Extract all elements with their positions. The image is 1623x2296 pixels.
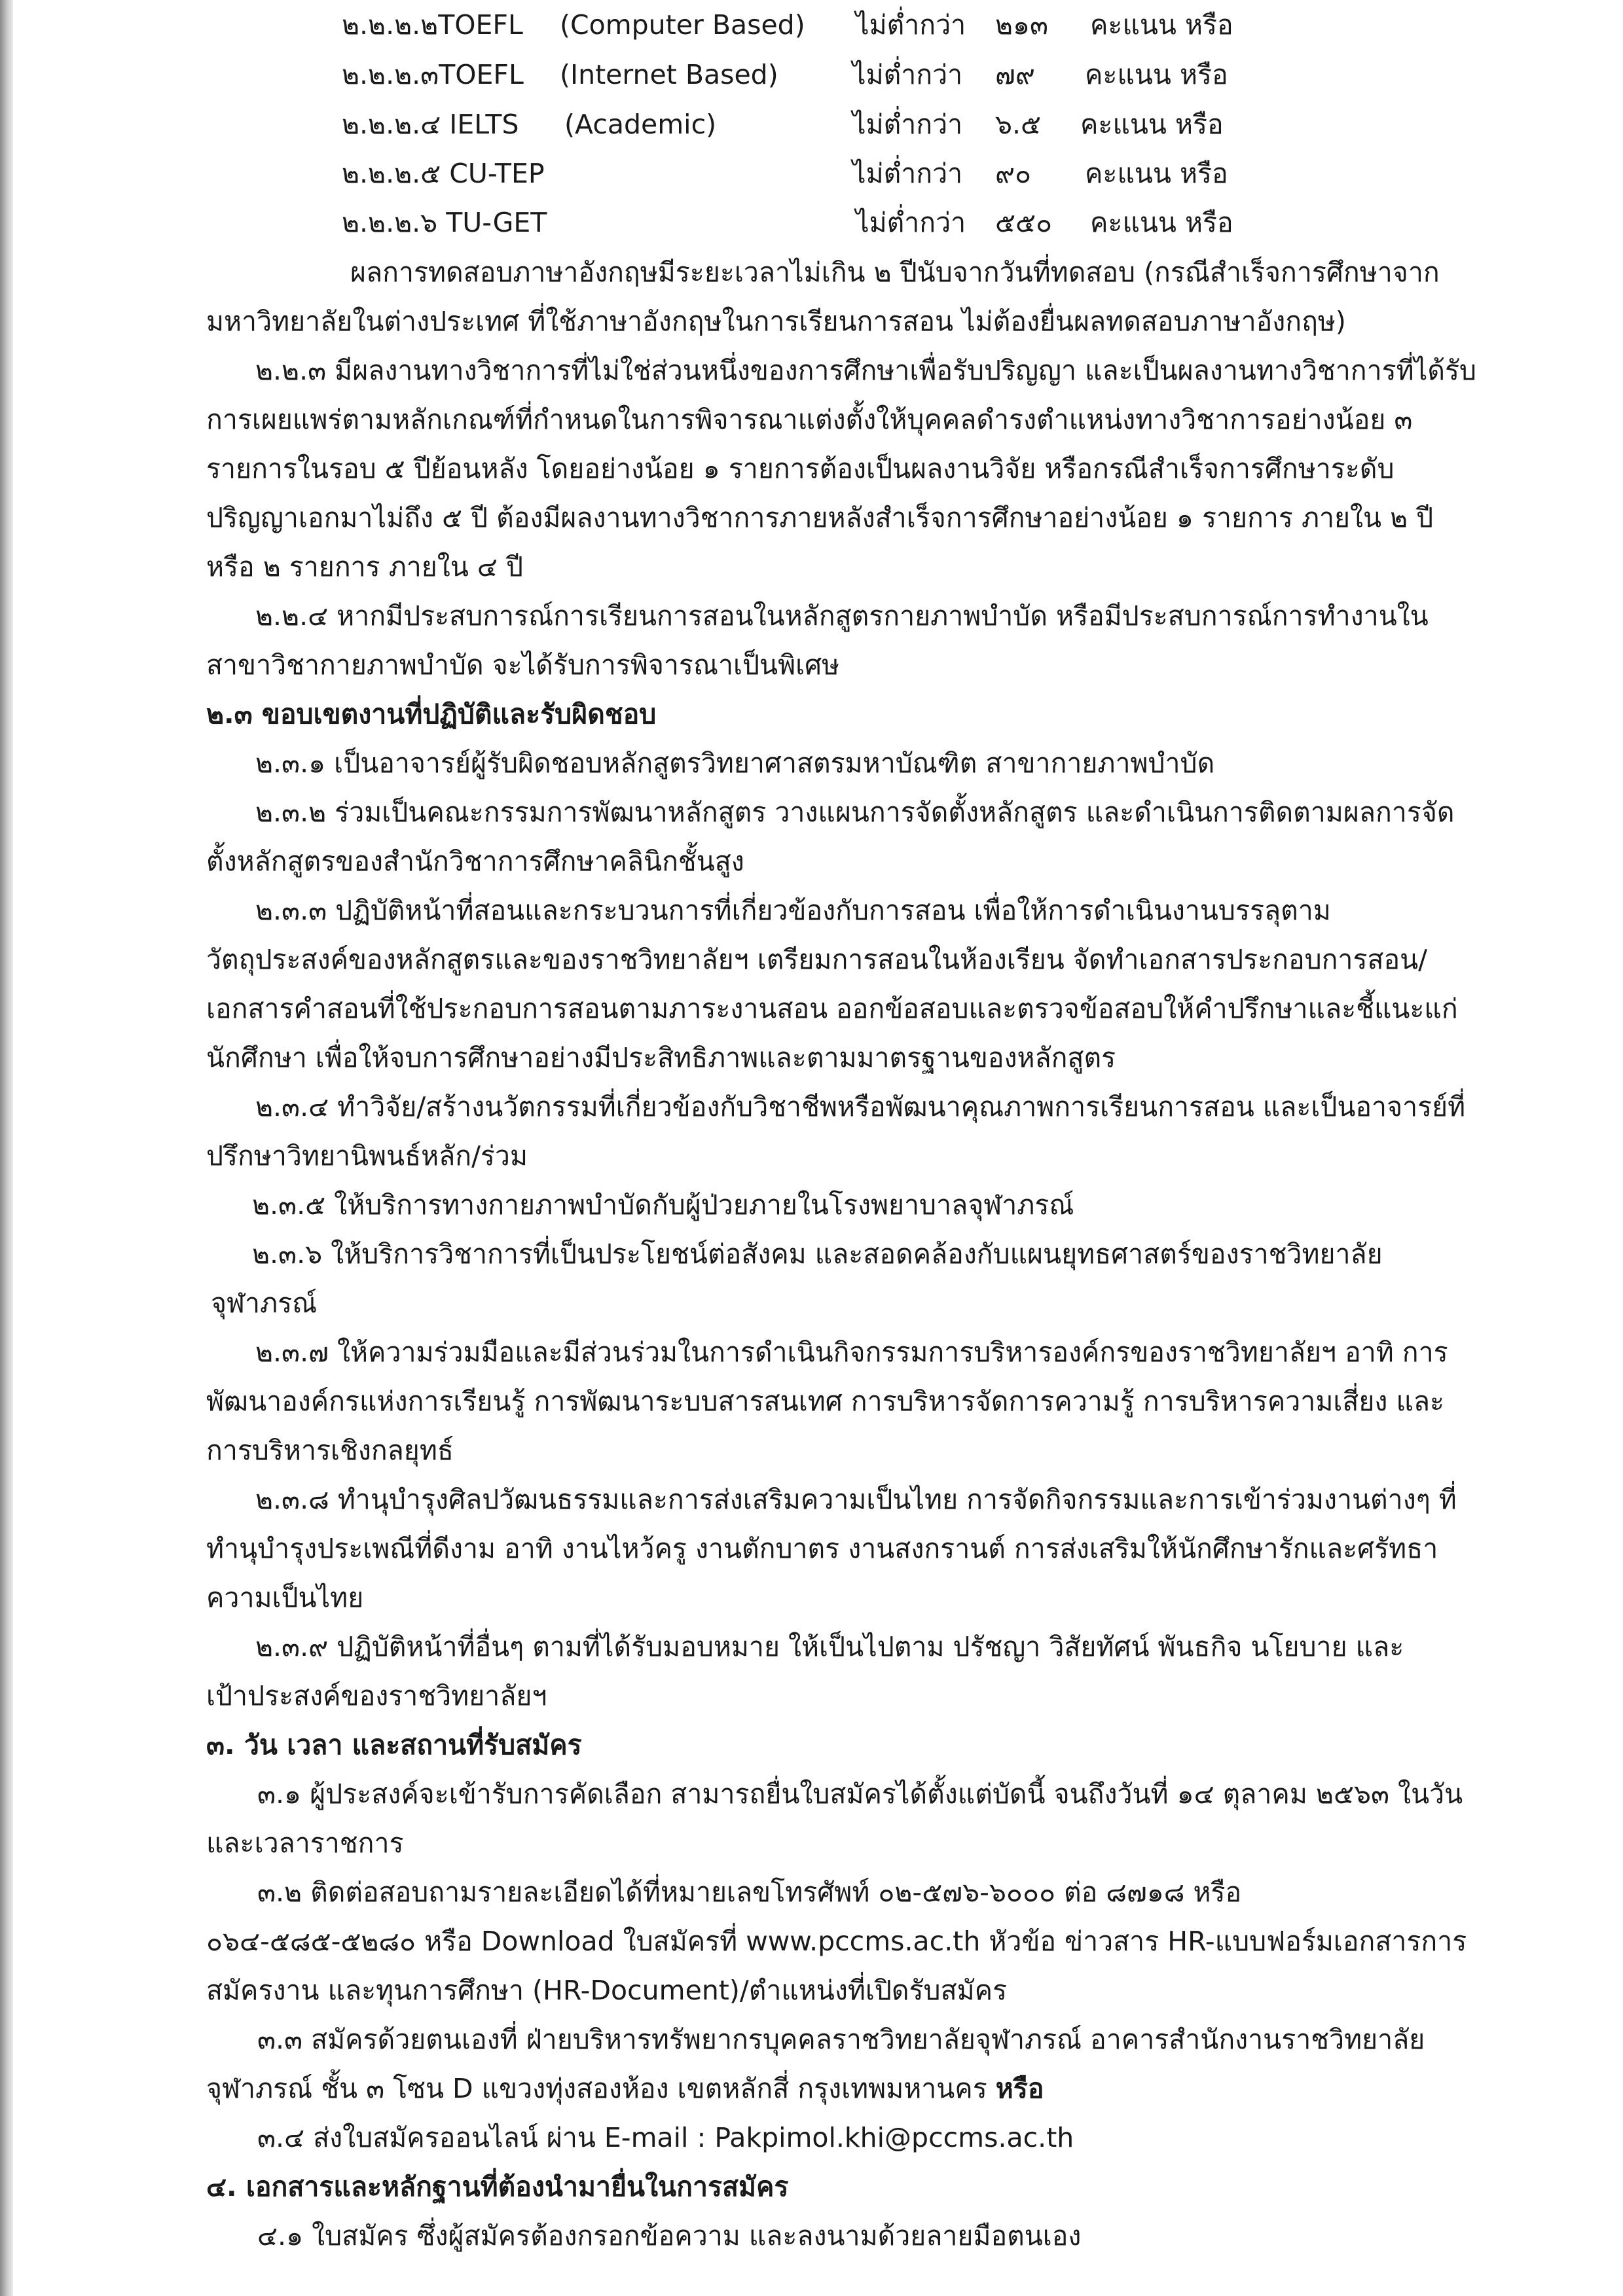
score-row xyxy=(0,7,1623,43)
paragraph-line: และเวลาราชการ xyxy=(206,1827,404,1859)
paragraph-line: การบริหารเชิงกลยุทธ์ xyxy=(206,1435,454,1466)
paragraph-line: ๐๖๔-๕๘๕-๕๒๘๐ หรือ Download ใบสมัครที่ www.pccms.ac.th หัวข้อ ข่าวสาร HR-แบบฟอร์มเอกสารการ xyxy=(206,1926,1467,1957)
paragraph-line: จุฬาภรณ์ xyxy=(211,1287,318,1319)
score-unit: คะแนน หรือ xyxy=(1085,158,1228,189)
or-bold-text: หรือ xyxy=(995,2073,1044,2104)
score-code: ๒.๒.๒.๕ CU-TEP xyxy=(342,158,545,189)
score-condition: ไม่ต่ำกว่า xyxy=(856,9,966,41)
paragraph-line: ๒.๓.๖ ให้บริการวิชาการที่เป็นประโยชน์ต่อสังคม และสอดคล้องกับแผนยุทธศาสตร์ของราชวิทยาลัย xyxy=(252,1238,1383,1270)
score-code: ๒.๒.๒.๓TOEFL xyxy=(342,59,524,90)
paragraph-line: ตั้งหลักสูตรของสำนักวิชาการศึกษาคลินิกชั้นสูง xyxy=(206,846,744,877)
score-code: ๒.๒.๒.๖ TU-GET xyxy=(342,207,547,238)
score-code: ๒.๒.๒.๒TOEFL xyxy=(342,9,523,41)
paragraph-line: ๓.๑ ผู้ประสงค์จะเข้ารับการคัดเลือก สามารถยื่นใบสมัครได้ตั้งแต่บัดนี้ จนถึงวันที่ ๑๔ ตุลาคม ๒๕๖๓ ในวัน xyxy=(257,1778,1463,1810)
score-code: ๒.๒.๒.๔ IELTS xyxy=(342,109,519,140)
score-value: ๙๐ xyxy=(995,158,1032,189)
paragraph-line: ทำนุบำรุงประเพณีที่ดีงาม อาทิ งานไหว้ครู งานตักบาตร งานสงกรานต์ การส่งเสริมให้นักศึกษารักและศรัทธา xyxy=(206,1533,1438,1564)
score-condition: ไม่ต่ำกว่า xyxy=(852,109,963,140)
paragraph-line: วัตถุประสงค์ของหลักสูตรและของราชวิทยาลัยฯ เตรียมการสอนในห้องเรียน จัดทำเอกสารประกอบการสอน/ xyxy=(206,944,1427,975)
paragraph-line: ปริญญาเอกมาไม่ถึง ๕ ปี ต้องมีผลงานทางวิชาการภายหลังสำเร็จการศึกษาอย่างน้อย ๑ รายการ ภายใน ๒ ปี xyxy=(206,502,1434,533)
score-condition: ไม่ต่ำกว่า xyxy=(852,59,963,90)
paragraph-line: มหาวิทยาลัยในต่างประเทศ ที่ใช้ภาษาอังกฤษในการเรียนการสอน ไม่ต้องยื่นผลทดสอบภาษาอังกฤษ) xyxy=(206,306,1346,337)
section-heading: ๔. เอกสารและหลักฐานที่ต้องนำมายื่นในการสมัคร xyxy=(206,2171,789,2202)
score-row xyxy=(0,56,1623,93)
paragraph-line: ๓.๔ ส่งใบสมัครออนไลน์ ผ่าน E-mail : Pakpimol.khi@pccms.ac.th xyxy=(257,2122,1074,2153)
score-type: (Internet Based) xyxy=(560,59,778,90)
paragraph-line: ๒.๓.๗ ให้ความร่วมมือและมีส่วนร่วมในการดำเนินกิจกรรมการบริหารองค์กรของราชวิทยาลัยฯ อาทิ การ xyxy=(255,1336,1448,1368)
paragraph-line: ๒.๓.๕ ให้บริการทางกายภาพบำบัดกับผู้ป่วยภายในโรงพยาบาลจุฬาภรณ์ xyxy=(252,1189,1074,1221)
paragraph-line: ๒.๓.๒ ร่วมเป็นคณะกรรมการพัฒนาหลักสูตร วางแผนการจัดตั้งหลักสูตร และดำเนินการติดตามผลการจัด xyxy=(255,797,1455,828)
paragraph-line: ๒.๓.๙ ปฏิบัติหน้าที่อื่นๆ ตามที่ได้รับมอบหมาย ให้เป็นไปตาม ปรัชญา วิสัยทัศน์ พันธกิจ นโยบาย และ xyxy=(255,1631,1404,1662)
paragraph-line: สาขาวิชากายภาพบำบัด จะได้รับการพิจารณาเป็นพิเศษ xyxy=(206,649,840,681)
score-row xyxy=(0,204,1623,241)
paragraph-line: ๒.๓.๔ ทำวิจัย/สร้างนวัตกรรมที่เกี่ยวข้องกับวิชาชีพหรือพัฒนาคุณภาพการเรียนการสอน และเป็นอาจารย์ที่ xyxy=(255,1091,1466,1122)
score-condition: ไม่ต่ำกว่า xyxy=(856,207,966,238)
score-unit: คะแนน หรือ xyxy=(1090,9,1233,41)
paragraph-line: ๓.๓ สมัครด้วยตนเองที่ ฝ่ายบริหารทรัพยากรบุคคลราชวิทยาลัยจุฬาภรณ์ อาคารสำนักงานราชวิทยาลัย xyxy=(257,2024,1425,2055)
paragraph-line xyxy=(206,2070,1044,2107)
paragraph-text: จุฬาภรณ์ ชั้น ๓ โซน D แขวงทุ่งสองห้อง เขตหลักสี่ กรุงเทพมหานคร xyxy=(206,2073,987,2104)
paragraph-line: ผลการทดสอบภาษาอังกฤษมีระยะเวลาไม่เกิน ๒ ปีนับจากวันที่ทดสอบ (กรณีสำเร็จการศึกษาจาก xyxy=(350,257,1440,288)
score-unit: คะแนน หรือ xyxy=(1085,59,1228,90)
paragraph-line: ๒.๓.๑ เป็นอาจารย์ผู้รับผิดชอบหลักสูตรวิทยาศาสตรมหาบัณฑิต สาขากายภาพบำบัด xyxy=(255,747,1215,779)
paragraph-line: นักศึกษา เพื่อให้จบการศึกษาอย่างมีประสิทธิภาพและตามมาตรฐานของหลักสูตร xyxy=(206,1042,1116,1073)
paragraph-line: ๔.๑ ใบสมัคร ซึ่งผู้สมัครต้องกรอกข้อความ และลงนามด้วยลายมือตนเอง xyxy=(257,2220,1082,2251)
paragraph-line: พัฒนาองค์กรแห่งการเรียนรู้ การพัฒนาระบบสารสนเทศ การบริหารจัดการความรู้ การบริหารความเสี่ยง และ xyxy=(206,1386,1445,1417)
score-condition: ไม่ต่ำกว่า xyxy=(852,158,963,189)
paragraph-line: ๒.๓.๓ ปฏิบัติหน้าที่สอนและกระบวนการที่เกี่ยวข้องกับการสอน เพื่อให้การดำเนินงานบรรลุตาม xyxy=(255,895,1331,926)
score-type: (Computer Based) xyxy=(560,9,805,41)
section-heading: ๓. วัน เวลา และสถานที่รับสมัคร xyxy=(206,1729,582,1761)
score-unit: คะแนน หรือ xyxy=(1090,207,1233,238)
score-row xyxy=(0,155,1623,192)
paragraph-line: หรือ ๒ รายการ ภายใน ๔ ปี xyxy=(206,551,523,583)
paragraph-line: เอกสารคำสอนที่ใช้ประกอบการสอนตามภาระงานสอน ออกข้อสอบและตรวจข้อสอบให้คำปรึกษาและชี้แนะแก่ xyxy=(206,993,1458,1024)
paragraph-line: การเผยแพร่ตามหลักเกณฑ์ที่กำหนดในการพิจารณาแต่งตั้งให้บุคคลดำรงตำแหน่งทางวิชาการอย่างน้อย ๓ xyxy=(206,404,1413,435)
paragraph-line: เป้าประสงค์ของราชวิทยาลัยฯ xyxy=(206,1680,547,1712)
score-value: ๖.๕ xyxy=(995,109,1042,140)
paragraph-line: ปรึกษาวิทยานิพนธ์หลัก/ร่วม xyxy=(206,1140,528,1172)
paragraph-line: ๒.๒.๔ หากมีประสบการณ์การเรียนการสอนในหลักสูตรกายภาพบำบัด หรือมีประสบการณ์การทำงานใน xyxy=(255,600,1429,632)
paragraph-line: สมัครงาน และทุนการศึกษา (HR-Document)/ตำแหน่งที่เปิดรับสมัคร xyxy=(206,1975,1008,2006)
score-value: ๕๕๐ xyxy=(995,207,1053,238)
score-value: ๒๑๓ xyxy=(995,9,1049,41)
section-heading: ๒.๓ ขอบเขตงานที่ปฏิบัติและรับผิดชอบ xyxy=(206,698,657,730)
paragraph-line: ๓.๒ ติดต่อสอบถามรายละเอียดได้ที่หมายเลขโทรศัพท์ ๐๒-๕๗๖-๖๐๐๐ ต่อ ๘๗๑๘ หรือ xyxy=(257,1876,1242,1908)
score-row xyxy=(0,106,1623,143)
score-unit: คะแนน หรือ xyxy=(1080,109,1224,140)
paragraph-line: รายการในรอบ ๕ ปีย้อนหลัง โดยอย่างน้อย ๑ รายการต้องเป็นผลงานวิจัย หรือกรณีสำเร็จการศึกษาระดับ xyxy=(206,453,1395,484)
paragraph-line: ๒.๒.๓ มีผลงานทางวิชาการที่ไม่ใช่ส่วนหนึ่งของการศึกษาเพื่อรับปริญญา และเป็นผลงานทางวิชาการที่ได้รับ xyxy=(255,355,1476,386)
paragraph-line: ๒.๓.๘ ทำนุบำรุงศิลปวัฒนธรรมและการส่งเสริมความเป็นไทย การจัดกิจกรรมและการเข้าร่วมงานต่างๆ ที่ xyxy=(255,1484,1457,1515)
score-type: (Academic) xyxy=(564,109,717,140)
paragraph-line: ความเป็นไทย xyxy=(206,1582,364,1613)
score-value: ๗๙ xyxy=(995,59,1035,90)
